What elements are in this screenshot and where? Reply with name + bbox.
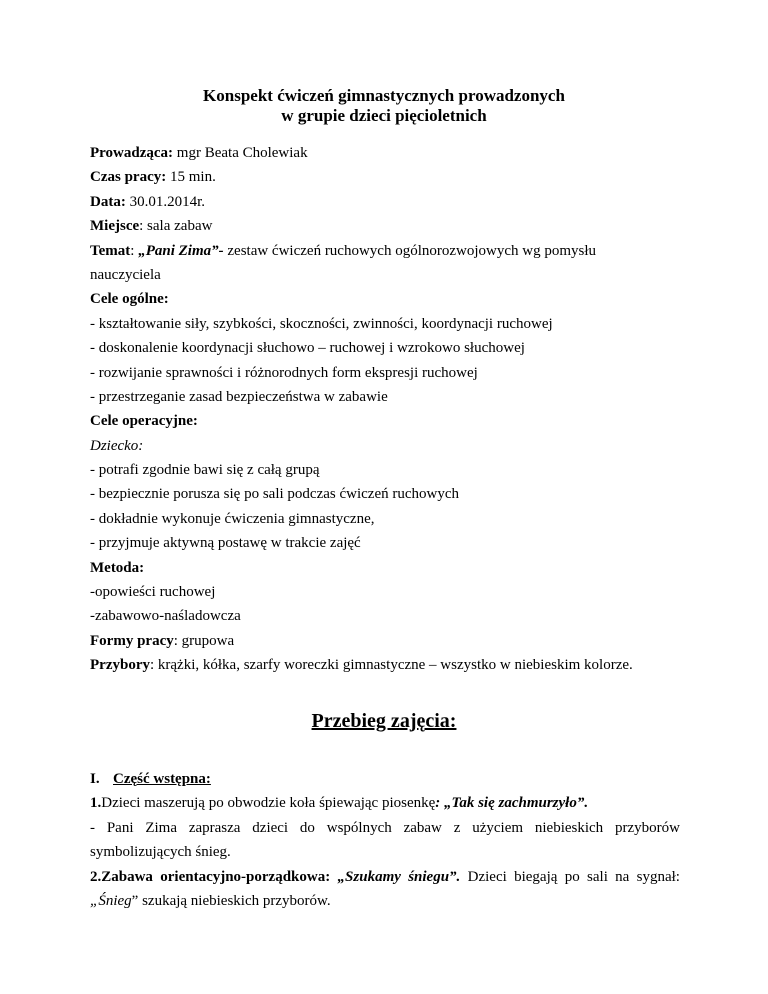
time-line (90, 165, 680, 189)
topic-colon: : (130, 242, 139, 259)
item-1-text: Dzieci maszerują po obwodzie koła śpiewając piosenkę (101, 795, 436, 812)
item-2-signal: „Śnieg (90, 892, 132, 909)
operational-goals-label: Cele operacyjne: (90, 413, 198, 430)
method-item: -zabawowo-naśladowcza (90, 608, 241, 625)
title-line-1: Konspekt ćwiczeń gimnastycznych prowadzonych (203, 86, 565, 105)
general-goal-item: - rozwijanie sprawności i różnorodnych form ekspresji ruchowej (90, 364, 478, 381)
forms-label: Formy pracy (90, 632, 174, 649)
operational-goal-item: - bezpiecznie porusza się po sali podczas ćwiczeń ruchowych (90, 486, 460, 503)
equipment-line (90, 653, 680, 677)
topic-line (90, 239, 680, 263)
time-value: 15 min. (166, 169, 216, 186)
part-1-numeral: I. (90, 771, 100, 787)
topic-title: „Pani Zima”- (138, 242, 224, 259)
date-value: 30.01.2014r. (125, 193, 205, 210)
part-1-title: Część wstępna: (113, 771, 211, 787)
item-2-text: Dzieci biegają po sali na sygnał: (460, 868, 680, 885)
forms-line (90, 629, 680, 653)
method-item: -opowieści ruchowej (90, 584, 216, 601)
forms-value: : grupowa (173, 632, 235, 649)
place-value: : sala zabaw (139, 218, 213, 235)
topic-line-2: nauczyciela (90, 266, 161, 283)
operational-goals-subject: Dziecko: (90, 437, 144, 454)
equipment-value: : krążki, kółka, szarfy woreczki gimnastyczne – wszystko w niebieskim kolorze. (149, 657, 633, 674)
item-1-continuation: - Pani Zima zaprasza dzieci do wspólnych zabaw z użyciem niebieskich przyborów (90, 819, 680, 836)
method-label: Metoda: (90, 559, 145, 576)
operational-goal-item: - potrafi zgodnie bawi się z całą grupą (90, 462, 320, 479)
place-line (90, 214, 680, 238)
topic-rest-1: zestaw ćwiczeń ruchowych ogólnorozwojowych wg pomysłu (223, 242, 597, 259)
item-1-song: : „Tak się zachmurzyło”. (435, 795, 589, 812)
equipment-label: Przybory (90, 657, 150, 674)
item-2-continuation (90, 889, 680, 913)
leader-label: Prowadząca: (90, 145, 174, 161)
part-1-item-1 (90, 791, 680, 815)
place-label: Miejsce (90, 218, 140, 235)
item-2-label: 2.Zabawa orientacyjno-porządkowa: (90, 868, 331, 885)
item-1-number: 1. (90, 795, 102, 812)
operational-goal-item: - przyjmuje aktywną postawę w trakcie zajęć (90, 535, 361, 552)
item-1-continuation-2: symbolizujących śnieg. (90, 844, 231, 861)
title-line-2: w grupie dzieci pięcioletnich (281, 106, 487, 125)
leader-line (90, 141, 680, 165)
part-1-section (90, 767, 680, 913)
general-goal-item: - doskonalenie koordynacji słuchowo – ruchowej i wzrokowo słuchowej (90, 340, 525, 357)
leader-value: mgr Beata Cholewiak (173, 145, 308, 161)
topic-label: Temat (90, 242, 131, 259)
general-goal-item: - przestrzeganie zasad bezpieczeństwa w zabawie (90, 388, 388, 405)
course-heading: Przebieg zajęcia: (311, 710, 457, 732)
item-2-game: „Szukamy śniegu”. (330, 868, 461, 885)
part-1-item-2 (90, 865, 680, 889)
date-label: Data: (90, 193, 126, 210)
general-goals-label: Cele ogólne: (90, 291, 169, 308)
lesson-details (90, 141, 680, 678)
date-line (90, 190, 680, 214)
item-2-end: ” szukają niebieskich przyborów. (131, 892, 331, 909)
time-label: Czas pracy: (90, 169, 167, 186)
document-title (0, 86, 768, 126)
general-goal-item: - kształtowanie siły, szybkości, skoczności, zwinności, koordynacji ruchowej (90, 315, 553, 332)
part-1-heading (90, 767, 680, 791)
operational-goal-item: - dokładnie wykonuje ćwiczenia gimnastyczne, (90, 510, 375, 527)
